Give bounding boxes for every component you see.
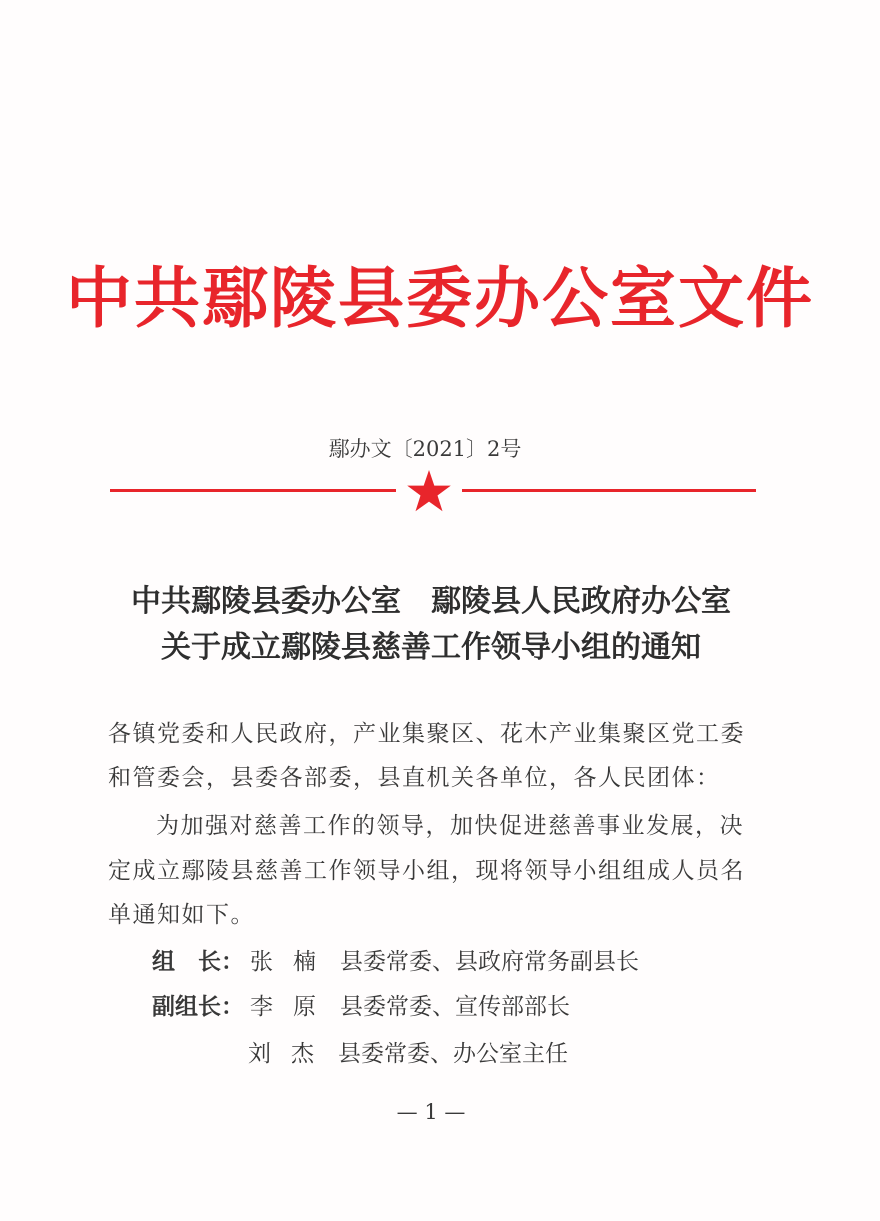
page-number: — 1 — [396, 1100, 466, 1124]
body-paragraph-line-2: 定成立鄢陵县慈善工作领导小组，现将领导小组组成人员名 [108, 858, 745, 884]
member-role: 组 长： [152, 949, 244, 975]
document-number: 鄢办文〔2021〕2号 [328, 437, 522, 461]
member-name: 李原 [250, 994, 336, 1020]
member-name: 刘杰 [248, 1041, 334, 1067]
recipients-line-2: 和管委会，县委各部委，县直机关各单位，各人民团体： [108, 765, 721, 791]
member-title: 县委常委、办公室主任 [338, 1041, 568, 1067]
header-rule-right [462, 489, 756, 492]
member-row [248, 1038, 568, 1070]
subject-line-1: 中共鄢陵县委办公室 鄢陵县人民政府办公室 [131, 584, 731, 619]
member-title: 县委常委、宣传部部长 [340, 994, 570, 1020]
header-rule-left [110, 489, 396, 492]
member-name: 张楠 [250, 949, 336, 975]
member-row [152, 991, 570, 1023]
member-title: 县委常委、县政府常务副县长 [340, 949, 639, 975]
star-icon [406, 468, 452, 514]
member-role: 副组长： [152, 994, 244, 1020]
body-paragraph-line-1: 为加强对慈善工作的领导，加快促进慈善事业发展，决 [156, 813, 744, 839]
member-row [152, 946, 639, 978]
document-header-title: 中共鄢陵县委办公室文件 [66, 260, 814, 337]
subject-line-2: 关于成立鄢陵县慈善工作领导小组的通知 [161, 630, 701, 665]
body-paragraph-line-3: 单通知如下。 [108, 902, 255, 928]
recipients-line-1: 各镇党委和人民政府，产业集聚区、花木产业集聚区党工委 [108, 721, 745, 747]
